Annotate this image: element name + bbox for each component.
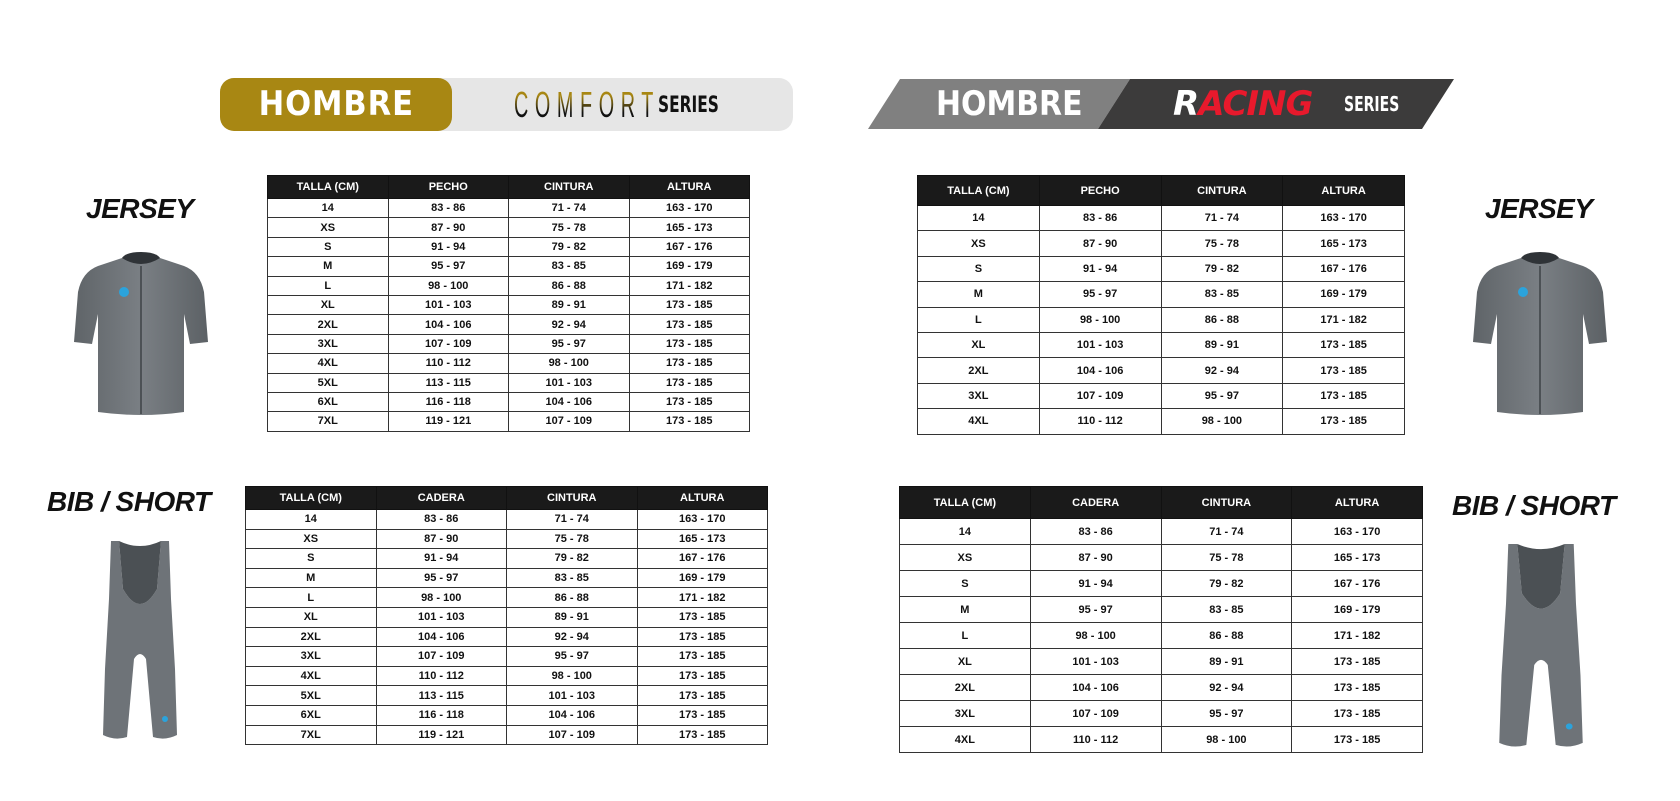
comfort-jersey-size-table <box>267 175 750 432</box>
racing-series-banner <box>868 79 1454 129</box>
measurement-cell: 71 - 74 <box>507 510 638 530</box>
racing-bib-size-table <box>899 486 1423 753</box>
column-header: TALLA (CM) <box>918 176 1040 206</box>
measurement-cell: 87 - 90 <box>1030 545 1161 571</box>
column-header: CINTURA <box>507 487 638 510</box>
measurement-cell: 101 - 103 <box>1039 332 1161 357</box>
racing-series-name <box>1173 79 1312 129</box>
measurement-cell: 104 - 106 <box>1030 675 1161 701</box>
table-row <box>246 705 768 725</box>
table-row <box>268 218 750 237</box>
measurement-cell: 83 - 85 <box>1161 597 1292 623</box>
size-cell: 14 <box>900 519 1031 545</box>
table-row <box>268 334 750 353</box>
measurement-cell: 171 - 182 <box>1283 307 1405 332</box>
column-header: ALTURA <box>637 487 768 510</box>
size-cell: XL <box>918 332 1040 357</box>
measurement-cell: 173 - 185 <box>1283 383 1405 408</box>
size-cell: XS <box>268 218 389 237</box>
column-header: PECHO <box>388 176 509 199</box>
measurement-cell: 173 - 185 <box>629 373 750 392</box>
measurement-cell: 83 - 85 <box>507 568 638 588</box>
table-header-row <box>268 176 750 199</box>
column-header: TALLA (CM) <box>268 176 389 199</box>
measurement-cell: 79 - 82 <box>1161 256 1283 281</box>
table-row <box>246 627 768 647</box>
table-row <box>900 727 1423 753</box>
racing-gender-badge <box>926 79 1083 129</box>
size-cell: 4XL <box>268 354 389 373</box>
racing-jersey-size-table <box>917 175 1405 435</box>
column-header: TALLA (CM) <box>246 487 377 510</box>
size-cell: XL <box>246 607 377 627</box>
measurement-cell: 95 - 97 <box>1161 701 1292 727</box>
measurement-cell: 71 - 74 <box>509 199 630 218</box>
table-header-row <box>918 176 1405 206</box>
measurement-cell: 171 - 182 <box>629 276 750 295</box>
comfort-series-banner <box>220 78 793 131</box>
measurement-cell: 165 - 173 <box>1292 545 1423 571</box>
table-row <box>268 295 750 314</box>
measurement-cell: 92 - 94 <box>1161 675 1292 701</box>
column-header: ALTURA <box>629 176 750 199</box>
measurement-cell: 116 - 118 <box>388 392 509 411</box>
measurement-cell: 79 - 82 <box>509 237 630 256</box>
size-cell: L <box>246 588 377 608</box>
measurement-cell: 95 - 97 <box>507 647 638 667</box>
table-row <box>268 412 750 431</box>
measurement-cell: 169 - 179 <box>1292 597 1423 623</box>
measurement-cell: 87 - 90 <box>388 218 509 237</box>
column-header: ALTURA <box>1292 487 1423 519</box>
measurement-cell: 83 - 85 <box>1161 282 1283 307</box>
column-header: CINTURA <box>1161 487 1292 519</box>
jersey-icon <box>72 252 210 418</box>
measurement-cell: 104 - 106 <box>388 315 509 334</box>
comfort-bib-size-table <box>245 486 768 745</box>
size-cell: XS <box>918 231 1040 256</box>
size-cell: 3XL <box>246 647 377 667</box>
size-cell: 3XL <box>900 701 1031 727</box>
measurement-cell: 163 - 170 <box>637 510 768 530</box>
table-row <box>246 607 768 627</box>
column-header: CADERA <box>1030 487 1161 519</box>
table-row <box>918 256 1405 281</box>
measurement-cell: 116 - 118 <box>376 705 507 725</box>
measurement-cell: 107 - 109 <box>509 412 630 431</box>
racing-gender-label: HOMBRE <box>935 84 1083 124</box>
table-row <box>918 206 1405 231</box>
measurement-cell: 86 - 88 <box>1161 623 1292 649</box>
measurement-cell: 92 - 94 <box>509 315 630 334</box>
table-row <box>918 383 1405 408</box>
measurement-cell: 86 - 88 <box>1161 307 1283 332</box>
size-cell: 14 <box>268 199 389 218</box>
measurement-cell: 165 - 173 <box>629 218 750 237</box>
measurement-cell: 169 - 179 <box>1283 282 1405 307</box>
size-cell: M <box>268 257 389 276</box>
measurement-cell: 98 - 100 <box>1161 727 1292 753</box>
size-cell: XS <box>900 545 1031 571</box>
column-header: TALLA (CM) <box>900 487 1031 519</box>
table-row <box>268 315 750 334</box>
measurement-cell: 173 - 185 <box>637 705 768 725</box>
measurement-cell: 83 - 86 <box>388 199 509 218</box>
measurement-cell: 101 - 103 <box>1030 649 1161 675</box>
measurement-cell: 173 - 185 <box>629 412 750 431</box>
table-row <box>268 392 750 411</box>
measurement-cell: 107 - 109 <box>388 334 509 353</box>
measurement-cell: 110 - 112 <box>376 666 507 686</box>
table-row <box>900 675 1423 701</box>
size-cell: 14 <box>246 510 377 530</box>
measurement-cell: 167 - 176 <box>1283 256 1405 281</box>
measurement-cell: 107 - 109 <box>376 647 507 667</box>
size-cell: XL <box>268 295 389 314</box>
measurement-cell: 83 - 86 <box>1030 519 1161 545</box>
measurement-cell: 104 - 106 <box>376 627 507 647</box>
measurement-cell: 95 - 97 <box>1039 282 1161 307</box>
measurement-cell: 89 - 91 <box>1161 649 1292 675</box>
table-row <box>918 358 1405 383</box>
table-row <box>246 549 768 569</box>
measurement-cell: 173 - 185 <box>637 647 768 667</box>
measurement-cell: 173 - 185 <box>637 686 768 706</box>
measurement-cell: 89 - 91 <box>507 607 638 627</box>
measurement-cell: 98 - 100 <box>509 354 630 373</box>
table-row <box>268 354 750 373</box>
size-cell: L <box>918 307 1040 332</box>
measurement-cell: 91 - 94 <box>388 237 509 256</box>
size-cell: 2XL <box>900 675 1031 701</box>
column-header: CINTURA <box>1161 176 1283 206</box>
table-row <box>268 199 750 218</box>
size-cell: S <box>246 549 377 569</box>
size-cell: XL <box>900 649 1031 675</box>
measurement-cell: 75 - 78 <box>1161 545 1292 571</box>
size-cell: S <box>918 256 1040 281</box>
racing-jersey-label: JERSEY <box>1485 193 1593 224</box>
measurement-cell: 87 - 90 <box>1039 231 1161 256</box>
measurement-cell: 163 - 170 <box>1283 206 1405 231</box>
measurement-cell: 98 - 100 <box>1039 307 1161 332</box>
size-cell: 2XL <box>918 358 1040 383</box>
table-row <box>246 529 768 549</box>
measurement-cell: 169 - 179 <box>629 257 750 276</box>
table-row <box>900 571 1423 597</box>
measurement-cell: 173 - 185 <box>1283 358 1405 383</box>
measurement-cell: 107 - 109 <box>1039 383 1161 408</box>
table-row <box>246 588 768 608</box>
table-row <box>268 237 750 256</box>
measurement-cell: 163 - 170 <box>629 199 750 218</box>
measurement-cell: 173 - 185 <box>1283 409 1405 434</box>
measurement-cell: 98 - 100 <box>376 588 507 608</box>
measurement-cell: 101 - 103 <box>388 295 509 314</box>
table-row <box>268 276 750 295</box>
measurement-cell: 86 - 88 <box>509 276 630 295</box>
measurement-cell: 171 - 182 <box>637 588 768 608</box>
measurement-cell: 89 - 91 <box>1161 332 1283 357</box>
measurement-cell: 98 - 100 <box>1030 623 1161 649</box>
measurement-cell: 163 - 170 <box>1292 519 1423 545</box>
measurement-cell: 165 - 173 <box>637 529 768 549</box>
size-cell: 4XL <box>246 666 377 686</box>
measurement-cell: 173 - 185 <box>629 392 750 411</box>
measurement-cell: 173 - 185 <box>1292 727 1423 753</box>
comfort-jersey-label: JERSEY <box>86 193 194 224</box>
racing-bib-label: BIB / SHORT <box>1452 490 1616 521</box>
measurement-cell: 79 - 82 <box>507 549 638 569</box>
table-row <box>900 597 1423 623</box>
racing-series-name-first: R <box>1173 84 1199 124</box>
bib-short-icon <box>1497 542 1585 750</box>
measurement-cell: 91 - 94 <box>1039 256 1161 281</box>
measurement-cell: 110 - 112 <box>388 354 509 373</box>
measurement-cell: 173 - 185 <box>637 666 768 686</box>
table-row <box>246 725 768 745</box>
measurement-cell: 173 - 185 <box>629 295 750 314</box>
measurement-cell: 95 - 97 <box>1161 383 1283 408</box>
comfort-bib-label: BIB / SHORT <box>47 486 211 517</box>
size-cell: L <box>268 276 389 295</box>
table-row <box>268 373 750 392</box>
measurement-cell: 173 - 185 <box>629 334 750 353</box>
measurement-cell: 107 - 109 <box>507 725 638 745</box>
measurement-cell: 104 - 106 <box>509 392 630 411</box>
size-cell: 14 <box>918 206 1040 231</box>
measurement-cell: 92 - 94 <box>1161 358 1283 383</box>
measurement-cell: 95 - 97 <box>1030 597 1161 623</box>
table-row <box>918 332 1405 357</box>
measurement-cell: 110 - 112 <box>1030 727 1161 753</box>
size-cell: S <box>268 237 389 256</box>
size-cell: L <box>900 623 1031 649</box>
measurement-cell: 173 - 185 <box>637 725 768 745</box>
racing-series-word: SERIES <box>1344 92 1400 116</box>
measurement-cell: 83 - 85 <box>509 257 630 276</box>
table-row <box>246 568 768 588</box>
size-cell: 3XL <box>918 383 1040 408</box>
table-row <box>246 647 768 667</box>
table-row <box>900 623 1423 649</box>
size-cell: M <box>918 282 1040 307</box>
measurement-cell: 167 - 176 <box>629 237 750 256</box>
table-header-row <box>900 487 1423 519</box>
measurement-cell: 91 - 94 <box>1030 571 1161 597</box>
measurement-cell: 173 - 185 <box>1292 649 1423 675</box>
measurement-cell: 107 - 109 <box>1030 701 1161 727</box>
measurement-cell: 173 - 185 <box>1292 701 1423 727</box>
table-row <box>900 545 1423 571</box>
column-header: CADERA <box>376 487 507 510</box>
measurement-cell: 119 - 121 <box>376 725 507 745</box>
size-cell: 2XL <box>246 627 377 647</box>
measurement-cell: 113 - 115 <box>388 373 509 392</box>
measurement-cell: 113 - 115 <box>376 686 507 706</box>
measurement-cell: 171 - 182 <box>1292 623 1423 649</box>
measurement-cell: 87 - 90 <box>376 529 507 549</box>
table-row <box>918 282 1405 307</box>
size-cell: 6XL <box>268 392 389 411</box>
size-cell: 3XL <box>268 334 389 353</box>
measurement-cell: 173 - 185 <box>637 627 768 647</box>
measurement-cell: 75 - 78 <box>1161 231 1283 256</box>
measurement-cell: 173 - 185 <box>637 607 768 627</box>
column-header: CINTURA <box>509 176 630 199</box>
measurement-cell: 83 - 86 <box>1039 206 1161 231</box>
table-row <box>246 686 768 706</box>
size-cell: M <box>246 568 377 588</box>
size-cell: 5XL <box>268 373 389 392</box>
size-cell: 4XL <box>900 727 1031 753</box>
comfort-gender-label: HOMBRE <box>258 84 414 124</box>
size-cell: 5XL <box>246 686 377 706</box>
column-header: ALTURA <box>1283 176 1405 206</box>
table-row <box>900 649 1423 675</box>
measurement-cell: 98 - 100 <box>1161 409 1283 434</box>
measurement-cell: 167 - 176 <box>1292 571 1423 597</box>
measurement-cell: 167 - 176 <box>637 549 768 569</box>
table-row <box>918 409 1405 434</box>
measurement-cell: 169 - 179 <box>637 568 768 588</box>
racing-series-name-rest: ACING <box>1198 84 1313 124</box>
table-header-row <box>246 487 768 510</box>
measurement-cell: 173 - 185 <box>1292 675 1423 701</box>
measurement-cell: 71 - 74 <box>1161 519 1292 545</box>
measurement-cell: 173 - 185 <box>629 354 750 373</box>
measurement-cell: 104 - 106 <box>507 705 638 725</box>
measurement-cell: 75 - 78 <box>507 529 638 549</box>
measurement-cell: 89 - 91 <box>509 295 630 314</box>
measurement-cell: 173 - 185 <box>629 315 750 334</box>
measurement-cell: 95 - 97 <box>376 568 507 588</box>
measurement-cell: 92 - 94 <box>507 627 638 647</box>
size-cell: 6XL <box>246 705 377 725</box>
measurement-cell: 119 - 121 <box>388 412 509 431</box>
size-cell: S <box>900 571 1031 597</box>
measurement-cell: 173 - 185 <box>1283 332 1405 357</box>
comfort-series-name: COMFORT <box>514 84 660 125</box>
table-row <box>900 519 1423 545</box>
table-row <box>900 701 1423 727</box>
size-cell: 4XL <box>918 409 1040 434</box>
measurement-cell: 79 - 82 <box>1161 571 1292 597</box>
table-row <box>246 510 768 530</box>
jersey-icon <box>1471 252 1609 418</box>
measurement-cell: 101 - 103 <box>507 686 638 706</box>
measurement-cell: 71 - 74 <box>1161 206 1283 231</box>
comfort-series-word: SERIES <box>658 93 719 118</box>
comfort-gender-badge <box>220 78 452 131</box>
size-cell: M <box>900 597 1031 623</box>
measurement-cell: 95 - 97 <box>388 257 509 276</box>
table-row <box>918 307 1405 332</box>
measurement-cell: 95 - 97 <box>509 334 630 353</box>
measurement-cell: 91 - 94 <box>376 549 507 569</box>
measurement-cell: 165 - 173 <box>1283 231 1405 256</box>
measurement-cell: 98 - 100 <box>388 276 509 295</box>
size-cell: 7XL <box>268 412 389 431</box>
measurement-cell: 75 - 78 <box>509 218 630 237</box>
measurement-cell: 83 - 86 <box>376 510 507 530</box>
column-header: PECHO <box>1039 176 1161 206</box>
table-row <box>918 231 1405 256</box>
measurement-cell: 86 - 88 <box>507 588 638 608</box>
size-cell: 7XL <box>246 725 377 745</box>
measurement-cell: 98 - 100 <box>507 666 638 686</box>
size-cell: 2XL <box>268 315 389 334</box>
measurement-cell: 110 - 112 <box>1039 409 1161 434</box>
measurement-cell: 104 - 106 <box>1039 358 1161 383</box>
size-cell: XS <box>246 529 377 549</box>
table-row <box>246 666 768 686</box>
measurement-cell: 101 - 103 <box>376 607 507 627</box>
bib-short-icon <box>101 539 179 742</box>
measurement-cell: 101 - 103 <box>509 373 630 392</box>
table-row <box>268 257 750 276</box>
